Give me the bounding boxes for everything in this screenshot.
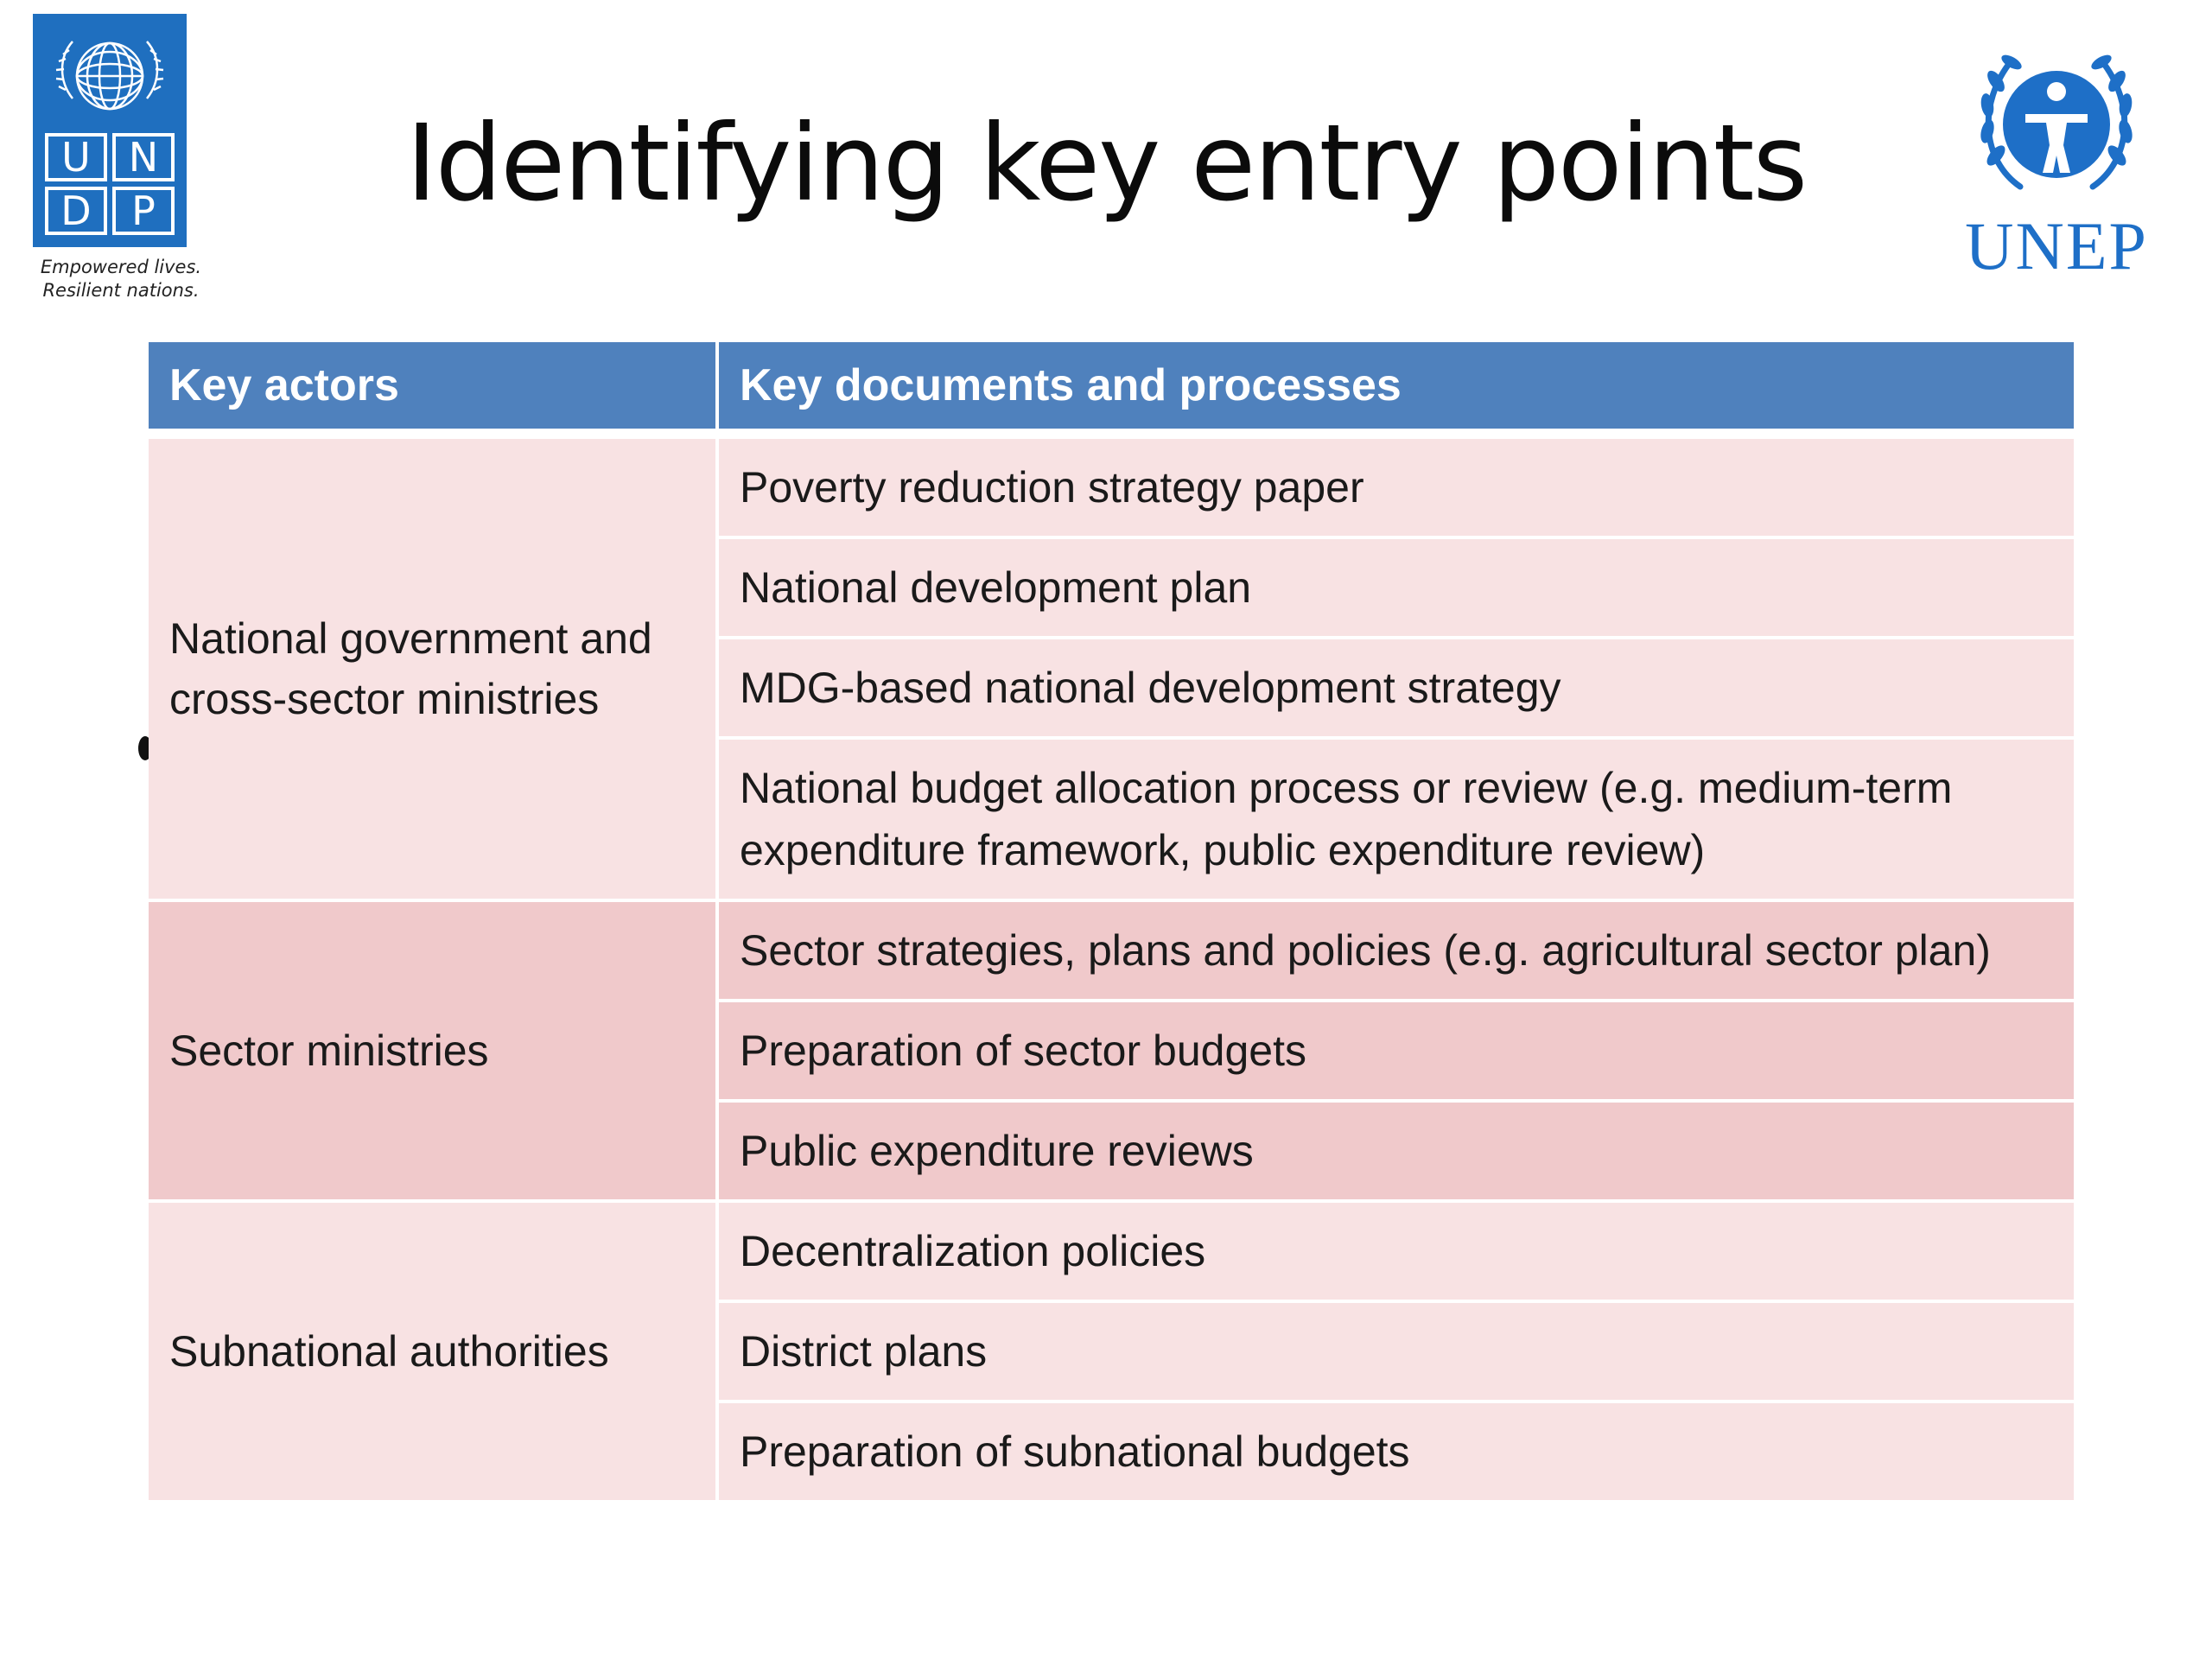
- process-cell: District plans: [719, 1303, 2074, 1403]
- entry-points-table: [149, 342, 2074, 1503]
- unep-laurel-icon: [1970, 35, 2143, 207]
- process-cell: Preparation of sector budgets: [719, 1002, 2074, 1103]
- actor-cell: National government and cross-sector ministries: [149, 439, 719, 902]
- table-row: [149, 1203, 2074, 1303]
- un-emblem-icon: [47, 29, 173, 123]
- undp-tagline-line1: Empowered lives.: [40, 257, 202, 277]
- table-row: [149, 902, 2074, 1002]
- process-cell: Sector strategies, plans and policies (e.g. agricultural sector plan): [719, 902, 2074, 1002]
- table-header-row: [149, 342, 2074, 439]
- undp-letter-grid: [45, 133, 175, 235]
- slide-title: Identifying key entry points: [405, 102, 1807, 225]
- process-cell: Public expenditure reviews: [719, 1103, 2074, 1203]
- unep-logo: [1961, 35, 2152, 283]
- undp-letter: U: [45, 133, 107, 181]
- undp-tagline: [17, 256, 225, 302]
- column-header-processes: Key documents and processes: [719, 342, 2074, 439]
- undp-tagline-line2: Resilient nations.: [42, 280, 200, 301]
- column-header-actors: Key actors: [149, 342, 719, 439]
- process-cell: Preparation of subnational budgets: [719, 1403, 2074, 1503]
- undp-mark: [33, 14, 187, 247]
- unep-wordmark: UNEP: [1965, 208, 2148, 283]
- undp-letter: D: [45, 187, 107, 235]
- undp-logo: [33, 14, 202, 302]
- actor-cell: Sector ministries: [149, 902, 719, 1203]
- process-cell: Decentralization policies: [719, 1203, 2074, 1303]
- process-cell: Poverty reduction strategy paper: [719, 439, 2074, 539]
- actor-cell: Subnational authorities: [149, 1203, 719, 1503]
- process-cell: National development plan: [719, 539, 2074, 639]
- process-cell: National budget allocation process or review (e.g. medium-term expenditure framework, public expenditure review): [719, 740, 2074, 902]
- process-cell: MDG-based national development strategy: [719, 639, 2074, 740]
- table-row: [149, 439, 2074, 539]
- undp-letter: P: [112, 187, 175, 235]
- undp-letter: N: [112, 133, 175, 181]
